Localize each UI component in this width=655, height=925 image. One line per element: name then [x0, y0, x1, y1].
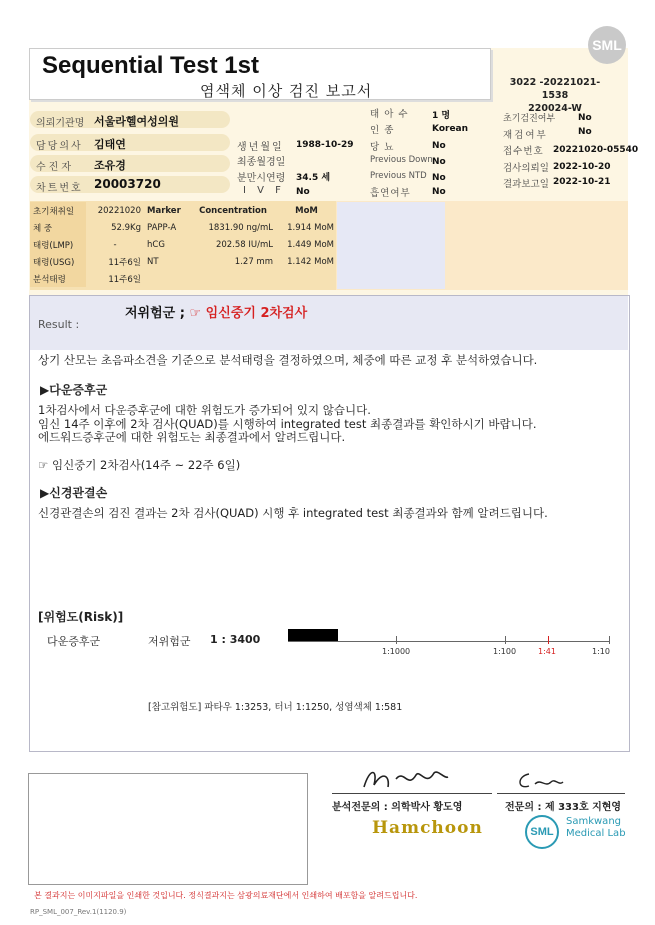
marker-name: hCG — [147, 239, 165, 250]
report-date-label: 결과보고일 — [503, 179, 549, 190]
marker-mom: 1.142 MoM — [287, 256, 334, 267]
down-line-4: ☞ 임신중기 2차검사(14주 ~ 22주 6일) — [38, 458, 241, 472]
analysis-ga-label: 분석태령 — [30, 270, 86, 287]
risk-tick — [609, 636, 610, 644]
risk-tick — [505, 636, 506, 644]
birth-label: 생년월일 — [237, 142, 284, 153]
analyst-signature — [360, 765, 450, 793]
specialist-line — [497, 793, 625, 794]
weight-value: 52.9Kg — [111, 222, 141, 233]
risk-level: 저위험군 — [148, 635, 191, 648]
ivf-value: No — [296, 187, 310, 197]
patient-label: 수진자 — [36, 162, 74, 173]
chart-value: 20003720 — [94, 177, 161, 191]
risk-tick-label: 1:1000 — [382, 647, 411, 656]
result-intro: 상기 산모는 초음파소견을 기준으로 분석태령을 결정하였으며, 체중에 따른 교정 후 분석하였습니다. — [38, 353, 538, 367]
age-label: 분만시연령 — [237, 173, 286, 184]
receipt-label: 접수번호 — [503, 146, 544, 157]
result-summary — [125, 302, 307, 321]
risk-ratio: 1 : 3400 — [210, 633, 261, 646]
marker-name: PAPP-A — [147, 222, 177, 233]
weight-label: 체 중 — [30, 219, 86, 236]
chart-label: 차트번호 — [36, 183, 83, 194]
result-header — [30, 296, 628, 350]
age-value: 34.5 세 — [296, 173, 331, 183]
marker-conc: 1.27 mm — [234, 256, 273, 267]
report-title-ko: 염색체 이상 검진 보고서 — [200, 82, 373, 100]
result-level: 저위험군 ; — [125, 306, 185, 321]
risk-tick — [396, 636, 397, 644]
lab-logo-line2: Medical Lab — [566, 828, 626, 839]
race-value: Korean — [432, 124, 469, 134]
sampling-row — [30, 236, 337, 253]
report-date-value: 2022-10-21 — [553, 177, 611, 187]
sampling-table — [30, 202, 337, 287]
sampling-date-label: 초기채취일 — [30, 202, 86, 219]
retest-value: No — [578, 127, 592, 137]
ntd-line-1: 신경관결손의 검진 결과는 2차 검사(QUAD) 시행 후 integrated test 최종결과와 함께 알려드립니다. — [38, 506, 548, 520]
sample-number-line2: 220024-W — [528, 103, 582, 114]
first-test-label: 초기검진여부 — [503, 114, 556, 124]
prev-down-label: Previous Down — [370, 155, 433, 165]
mom-header: MoM — [295, 205, 318, 216]
marker-name: NT — [147, 256, 159, 267]
birth-value: 1988-10-29 — [296, 140, 354, 150]
ntd-heading: ▶신경관결손 — [40, 486, 108, 500]
sampling-row — [30, 219, 337, 236]
risk-tick-label: 1:10 — [592, 647, 610, 656]
down-line-3: 에드워드증후군에 대한 위험도는 최종결과에서 알려드립니다. — [38, 430, 346, 444]
analyst-label: 분석전문의 : 의학박사 황도영 — [332, 802, 463, 813]
analyst-line — [332, 793, 492, 794]
empty-blue-block — [337, 202, 445, 289]
down-line-1: 1차검사에서 다운증후군에 대한 위험도가 증가되어 있지 않습니다. — [38, 403, 371, 417]
marker-mom: 1.914 MoM — [287, 222, 334, 233]
marker-mom: 1.449 MoM — [287, 239, 334, 250]
request-date-label: 검사의뢰일 — [503, 163, 549, 174]
dm-value: No — [432, 141, 446, 151]
sampling-row — [30, 270, 337, 287]
retest-label: 재검여부 — [503, 130, 548, 141]
smoke-label: 흡연여부 — [370, 188, 411, 199]
specialist-signature — [515, 770, 565, 792]
result-recommendation: ☞ 임신중기 2차검사 — [189, 306, 308, 321]
sample-number — [500, 76, 610, 115]
report-title-en: Sequential Test 1st — [42, 52, 259, 79]
sml-logo: SML — [588, 26, 626, 64]
hospital-value: 서울라헬여성의원 — [94, 115, 180, 128]
ga-usg-value: 11주6일 — [108, 257, 141, 268]
specialist-label: 전문의 : 제 333호 지현영 — [505, 802, 622, 813]
comment-box — [28, 773, 308, 885]
down-line-2: 임신 14주 이후에 2차 검사(QUAD)를 시행하여 integrated test 최종결과를 확인하시기 바랍니다. — [38, 417, 537, 431]
sampling-row — [30, 202, 337, 219]
prev-down-value: No — [432, 157, 446, 167]
dm-label: 당 뇨 — [370, 142, 395, 153]
down-syndrome-heading: ▶다운증후군 — [40, 383, 108, 397]
request-date-value: 2022-10-20 — [553, 162, 611, 172]
analysis-ga-value: 11주6일 — [108, 274, 141, 285]
risk-title: [위험도(Risk)] — [38, 610, 124, 624]
doctor-label: 담당의사 — [36, 141, 83, 152]
risk-cutoff-label: 1:41 — [538, 647, 556, 656]
marker-conc: 1831.90 ng/mL — [208, 222, 273, 233]
risk-bar — [288, 629, 338, 641]
ga-usg-label: 태령(USG) — [30, 253, 86, 270]
sample-number-line1: 3022 -20221021-1538 — [509, 77, 601, 101]
result-label: Result : — [38, 318, 80, 331]
print-notice: 본 결과지는 이미지파일을 인쇄한 것입니다. 정식결과지는 삼광의료재단에서 인쇄하여 배포함을 알려드립니다. — [34, 891, 418, 900]
fetus-value: 1 명 — [432, 111, 451, 121]
marker-conc: 202.58 IU/mL — [215, 239, 273, 250]
patient-value: 조유경 — [94, 159, 126, 172]
lab-logo-text — [566, 816, 626, 840]
prev-ntd-value: No — [432, 173, 446, 183]
smoke-value: No — [432, 187, 446, 197]
receipt-value: 20221020-05540 — [553, 145, 639, 155]
lab-logo-line1: Samkwang — [566, 816, 621, 827]
fetus-label: 태 아 수 — [370, 109, 409, 120]
ga-lmp-value: - — [113, 239, 117, 250]
sampling-row — [30, 253, 337, 270]
hospital-label: 의뢰기관명 — [36, 118, 85, 129]
doctor-value: 김태연 — [94, 138, 126, 151]
conc-header: Concentration — [199, 205, 267, 216]
first-test-value: No — [578, 113, 592, 123]
risk-cutoff-tick — [548, 636, 549, 644]
risk-tick-label: 1:100 — [493, 647, 517, 656]
ga-lmp-label: 태령(LMP) — [30, 236, 86, 253]
marker-header: Marker — [147, 205, 181, 216]
race-label: 인 종 — [370, 125, 395, 136]
risk-name: 다운증후군 — [47, 635, 101, 648]
form-code: RP_SML_007_Rev.1(1120.9) — [30, 908, 127, 916]
risk-scale-line — [288, 641, 610, 642]
clinic-logo: Hamchoon — [372, 818, 483, 838]
sampling-date-value: 20221020 — [97, 205, 141, 216]
lab-logo-mark: SML — [525, 815, 559, 849]
lmp-label: 최종월경일 — [237, 157, 286, 168]
ivf-label: I V F — [243, 185, 285, 196]
reference-risk: [참고위험도] 파타우 1:3253, 터너 1:1250, 성염색체 1:581 — [148, 702, 403, 713]
prev-ntd-label: Previous NTD — [370, 171, 427, 181]
